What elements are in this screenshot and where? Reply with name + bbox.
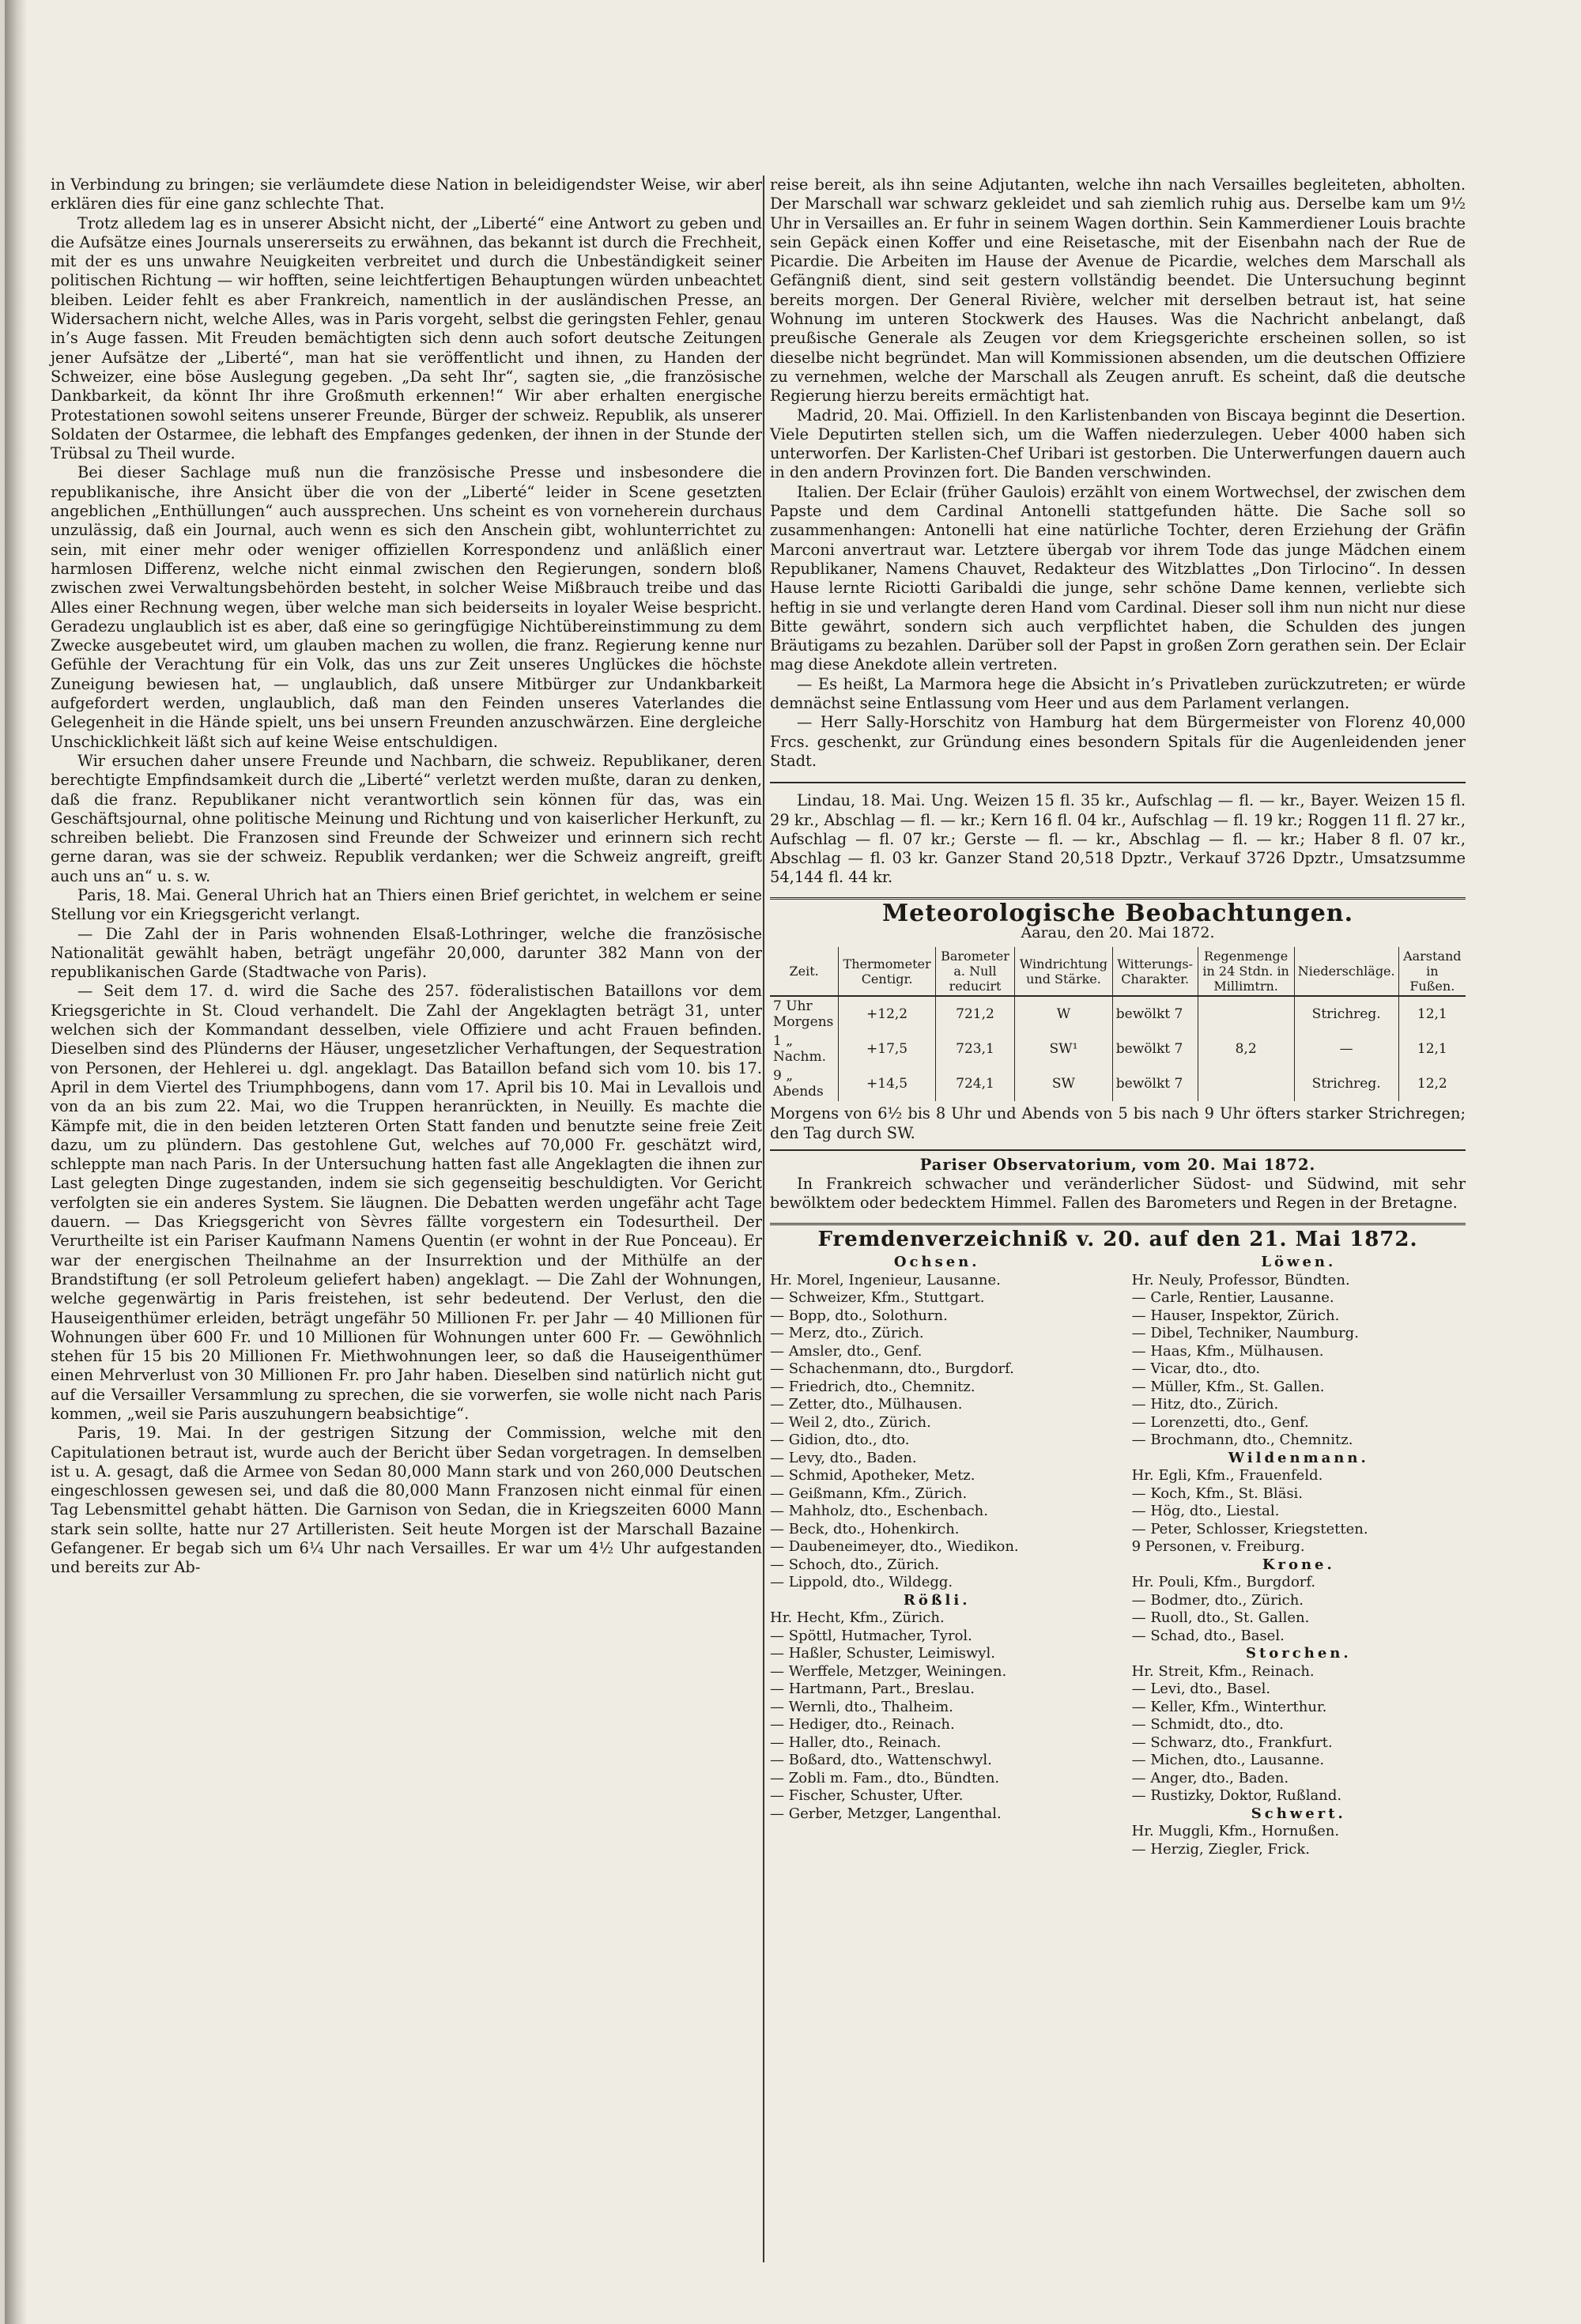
guest-entry: — Michen, dto., Lausanne. <box>1131 1752 1325 1769</box>
guest-entry: — Herzig, Ziegler, Frick. <box>1131 1840 1310 1858</box>
guest-entry: — Hartmann, Part., Breslau. <box>770 1681 975 1698</box>
market-report: Lindau, 18. Mai. Ung. Weizen 15 fl. 35 kr., Aufschlag — fl. — kr., Bayer. Weizen 15 fl. 29 kr., Abschlag — fl. — kr.; Kern 16 fl. 04 kr., Aufschlag — fl. 19 kr.; Roggen 11 fl. 27 kr., Aufschlag — fl. 07 kr.; Gerste — fl. — kr., Abschlag — fl. — kr.; Haber 8 fl. 07 kr., Abschlag — fl. 03 kr. Ganzer Stand 20,518 Dpztr., Verkauf 3726 Dpztr., Umsatzsumme 54,144 fl. 44 kr. <box>770 791 1466 887</box>
guest-entry: — Müller, Kfm., St. Gallen. <box>1131 1378 1325 1395</box>
guest-entry: Hr. Pouli, Kfm., Burgdorf. <box>1131 1574 1316 1591</box>
guest-entry: — Hediger, dto., Reinach. <box>770 1716 955 1734</box>
guest-entry: — Schweizer, Kfm., Stuttgart. <box>770 1289 985 1307</box>
meteo-header-cell: Barometer a. Null reducirt <box>935 947 1014 996</box>
guest-entry: — Schachenmann, dto., Burgdorf. <box>770 1360 1014 1378</box>
hotel-name: Ochsen. <box>893 1254 980 1271</box>
meteo-cell-river: 12,1 <box>1398 996 1466 1032</box>
meteo-cell-wind: SW <box>1015 1066 1113 1101</box>
section-rule <box>770 782 1466 783</box>
guest-entry: — Schmid, Apotheker, Metz. <box>770 1467 975 1485</box>
article-paragraph: in Verbindung zu bringen; sie verläumdete diese Nation in beleidigendster Weise, wir aber erklären dies für eine ganz schlechte That. <box>51 175 762 213</box>
meteo-cell-sky: bewölkt 7 <box>1112 1032 1198 1066</box>
hotel-name: Krone. <box>1262 1556 1335 1573</box>
guest-list-left <box>770 1254 1104 1858</box>
meteo-cell-river: 12,2 <box>1398 1066 1466 1101</box>
meteo-table-body <box>770 996 1466 1101</box>
guest-entry: — Levi, dto., Basel. <box>1131 1681 1271 1698</box>
meteo-row <box>770 996 1466 1032</box>
column-divider <box>763 175 764 2262</box>
guest-entry: Hr. Neuly, Professor, Bündten. <box>1131 1271 1350 1288</box>
guest-entry: — Bodmer, dto., Zürich. <box>1131 1591 1304 1609</box>
guest-entry: — Keller, Kfm., Winterthur. <box>1131 1698 1327 1715</box>
meteo-header-cell: Thermometer Centigr. <box>839 947 936 996</box>
meteo-table-header <box>770 947 1466 996</box>
guest-entry: — Schoch, dto., Zürich. <box>770 1556 939 1573</box>
page-binding-edge <box>5 0 27 2324</box>
article-paragraph: — Die Zahl der in Paris wohnenden Elsaß-Lothringer, welche die französische Nationalität gewählt haben, beträgt ungefähr 20,000, darunter 382 Mann von der republikanischen Garde (Stadtwache von Paris). <box>51 924 762 982</box>
section-rule-double <box>770 1223 1466 1225</box>
guest-entry: — Peter, Schlosser, Kriegstetten. <box>1131 1520 1368 1537</box>
hotel-name: Rößli. <box>903 1591 971 1609</box>
guest-entry: — Merz, dto., Zürich. <box>770 1325 924 1342</box>
meteo-cell-wind: W <box>1015 996 1113 1032</box>
article-paragraph: Wir ersuchen daher unsere Freunde und Nachbarn, die schweiz. Republikaner, deren berechtigte Empfindsamkeit durch die „Liberté“ verletzt werden mußte, daran zu denken, daß die franz. Republikaner nicht verantwortlich sein können für das, was ein Geschäftsjournal, ohne politische Meinung und Richtung und von kaiserlicher Herkunft, zu schreiben beliebt. Die Franzosen sind Freunde der Schweizer und erinnern sich recht gerne daran, was sie der schweiz. Republik verdanken; wer die Schweiz angreift, greift auch uns an“ u. s. w. <box>51 751 762 885</box>
article-paragraph: — Es heißt, La Marmora hege die Absicht in’s Privatleben zurückzutreten; er würde demnächst seine Entlassung vom Heer und aus dem Parlament verlangen. <box>770 674 1466 713</box>
guest-entry: — Dibel, Techniker, Naumburg. <box>1131 1325 1359 1342</box>
meteo-title: Meteorologische Beobachtungen. <box>881 899 1354 927</box>
meteo-cell-precip: — <box>1294 1032 1398 1066</box>
guest-entry: — Beck, dto., Hohenkirch. <box>770 1520 960 1537</box>
article-paragraph: Madrid, 20. Mai. Offiziell. In den Karlistenbanden von Biscaya beginnt die Desertion. Viele Deputirten stellen sich, um die Waffen niederzulegen. Ueber 4000 haben sich unterworfen. Der Karlisten-Chef Uribari ist gestorben. Die Unterwerfungen dauern auch in den andern Provinzen fort. Die Banden verschwinden. <box>770 406 1466 482</box>
meteo-cell-temp: +14,5 <box>839 1066 936 1101</box>
guest-entry: — Schad, dto., Basel. <box>1131 1627 1285 1644</box>
guest-entry: — Koch, Kfm., St. Bläsi. <box>1131 1485 1304 1502</box>
guest-entry: — Lorenzetti, dto., Genf. <box>1131 1413 1309 1431</box>
guest-entry: — Brochmann, dto., Chemnitz. <box>1131 1432 1353 1449</box>
hotel-name: Storchen. <box>1245 1645 1352 1662</box>
right-column <box>770 175 1466 1858</box>
guest-entry: — Weil 2, dto., Zürich. <box>770 1413 931 1431</box>
guest-entry: — Zetter, dto., Mülhausen. <box>770 1396 963 1413</box>
meteo-cell-temp: +12,2 <box>839 996 936 1032</box>
article-paragraph: Trotz alledem lag es in unserer Absicht nicht, der „Liberté“ eine Antwort zu geben und die Aufsätze eines Journals unsererseits zu erwähnen, das bekannt ist durch die Frechheit, mit der es uns unwahre Neuigkeiten verbreitet und durch die Unbeständigkeit seiner politischen Richtung — wir hofften, seine leichtfertigen Behauptungen würden unbeachtet bleiben. Leider fehlt es aber Frankreich, namentlich in der ausländischen Presse, an Widersachern nicht, welche Alles, was in Paris vorgeht, selbst die geringsten Fehler, genau in’s Auge fassen. Mit Freuden bemächtigten sich denn auch sofort deutsche Zeitungen jener Aufsätze der „Liberté“, man hat sie veröffentlicht und ihnen, zu Handen der Schweizer, eine böse Auslegung gegeben. „Da seht Ihr“, sagten sie, „die französische Dankbarkeit, da könnt Ihr ihre Großmuth erkennen!“ Wir aber erhalten energische Protestationen sowohl seitens unserer Freunde, Bürger der schweiz. Republik, als unserer Soldaten der Ostarmee, die lebhaft des Empfanges gedenken, der ihnen in der Stunde der Trübsal zu Theil wurde. <box>51 213 762 463</box>
guest-entry: Hr. Streit, Kfm., Reinach. <box>1131 1662 1315 1680</box>
observatory-text: In Frankreich schwacher und veränderlicher Südost- und Südwind, mit sehr bewölktem oder bedecktem Himmel. Fallen des Barometers und Regen in der Bretagne. <box>770 1175 1466 1213</box>
guest-entry: — Daubeneimeyer, dto., Wiedikon. <box>770 1538 1019 1556</box>
meteo-subtitle: Aarau, den 20. Mai 1872. <box>1021 923 1215 941</box>
guest-entry: — Anger, dto., Baden. <box>1131 1769 1289 1786</box>
observatory-title: Pariser Observatorium, vom 20. Mai 1872. <box>919 1155 1316 1174</box>
guest-entry: — Mahholz, dto., Eschenbach. <box>770 1503 988 1520</box>
meteo-table <box>770 947 1466 1101</box>
meteo-header-cell: Windrichtung und Stärke. <box>1015 947 1113 996</box>
meteo-cell-rain <box>1198 996 1294 1032</box>
guest-entry: — Gidion, dto., dto. <box>770 1432 910 1449</box>
article-paragraph: Italien. Der Eclair (früher Gaulois) erzählt von einem Wortwechsel, der zwischen dem Papste und dem Cardinal Antonelli stattgefunden hätte. Die Sache soll so zusammenhangen: Antonelli hat eine natürliche Tochter, deren Erziehung der Gräfin Marconi anvertraut war. Letztere übergab vor ihrem Tode das junge Mädchen einem Republikaner, Namens Chauvet, Redakteur des Witzblattes „Don Tirlocino“. In dessen Hause lernte Riciotti Garibaldi die junge, sehr schöne Dame kennen, verliebte sich heftig in sie und verlangte deren Hand vom Cardinal. Dieser soll ihm nun nicht nur diese Bitte gewährt, sondern sich auch verpflichtet haben, die Schulden des jungen Bräutigams zu bezahlen. Darüber soll der Papst in großen Zorn gerathen sein. Der Eclair mag diese Anekdote allein vertreten. <box>770 482 1466 674</box>
meteo-cell-baro: 721,2 <box>935 996 1014 1032</box>
meteo-cell-rain: 8,2 <box>1198 1032 1294 1066</box>
guest-entry: — Friedrich, dto., Chemnitz. <box>770 1378 975 1395</box>
guest-entry: — Rustizky, Doktor, Rußland. <box>1131 1787 1342 1805</box>
meteo-cell-baro: 724,1 <box>935 1066 1014 1101</box>
article-paragraph: Bei dieser Sachlage muß nun die französische Presse und insbesondere die republikanische, ihre Ansicht über die von der „Liberté“ leider in Scene gesetzten angeblichen „Enthüllungen“ auch aussprechen. Uns scheint es von vorneherein durchaus unzulässig, daß ein Journal, auch wenn es sich den Anschein gibt, wohlunterrichtet zu sein, mit einer mehr oder weniger offiziellen Korrespondenz und anläßlich einer harmlosen Differenz, welche nicht einmal zwischen den Regierungen, sondern bloß zwischen zwei Verwaltungsbehörden besteht, in solcher Weise Mißbrauch treibe und das Alles einer Rechnung wegen, über welche man sich beiderseits in loyaler Weise bespricht. Geradezu unglaublich ist es aber, daß eine so geringfügige Nichtübereinstimmung zu dem Zwecke ausgebeutet wird, um glauben machen zu wollen, die franz. Regierung kenne nur Gefühle der Verachtung für ein Volk, das uns zur Zeit unseres Unglückes die höchste Zuneigung bewiesen hat, — unglaublich, daß unsere Mitbürger zur Undankbarkeit aufgefordert werden, unglaublich, daß man den Feinden unseres Vaterlandes die Gelegenheit in die Hände spielt, uns bei unsern Freunden anzuschwärzen. Eine dergleiche Unschicklichkeit läßt sich auf keine Weise entschuldigen. <box>51 463 762 751</box>
guest-entry: — Haas, Kfm., Mülhausen. <box>1131 1342 1324 1360</box>
guest-entry: — Fischer, Schuster, Ufter. <box>770 1787 964 1805</box>
hotel-name: Schwert. <box>1251 1805 1346 1822</box>
guest-entry: — Spöttl, Hutmacher, Tyrol. <box>770 1627 972 1644</box>
article-paragraph: reise bereit, als ihn seine Adjutanten, welche ihn nach Versailles begleiteten, abholten. Der Marschall war schwarz gekleidet und sah ziemlich ruhig aus. Derselbe kam um 9½ Uhr in Versailles an. Er fuhr in seinem Wagen dorthin. Sein Kammerdiener Louis brachte sein Gepäck einen Koffer und eine Reisetasche, mit der Eisenbahn nach der Rue de Picardie. Die Arbeiten im Hause der Avenue de Picardie, welches dem Marschall als Gefängniß dient, sind seit gestern vollständig beendet. Die Untersuchung beginnt bereits morgen. Der General Rivière, welcher mit derselben betraut ist, hat seine Wohnung im unteren Stockwerk des Hauses. Was die Nachricht anbelangt, daß preußische Generale als Zeugen vor dem Kriegsgerichte erscheinen sollen, so ist dieselbe nicht begründet. Man will Kommissionen absenden, um die deutschen Offiziere zu vernehmen, welche der Marschall als Zeugen anruft. Es scheint, daß die deutsche Regierung hierzu bereits ermächtigt hat. <box>770 175 1466 406</box>
guest-entry: — Hög, dto., Liestal. <box>1131 1503 1280 1520</box>
meteo-cell-wind: SW¹ <box>1015 1032 1113 1066</box>
guest-entry: — Gerber, Metzger, Langenthal. <box>770 1805 1002 1822</box>
guest-entry: 9 Personen, v. Freiburg. <box>1131 1538 1305 1556</box>
newspaper-page <box>5 0 1581 2324</box>
meteo-header-cell: Aarstand in Fußen. <box>1398 947 1466 996</box>
meteo-cell-time: 9 „ Abends <box>773 1068 824 1100</box>
guest-entry: — Levy, dto., Baden. <box>770 1449 917 1466</box>
article-paragraph: Paris, 18. Mai. General Uhrich hat an Thiers einen Brief gerichtet, in welchem er seine Stellung vor ein Kriegsgericht verlangt. <box>51 885 762 924</box>
hotel-name: Wildenmann. <box>1228 1449 1369 1466</box>
meteo-header-cell: Niederschläge. <box>1294 947 1398 996</box>
meteo-cell-baro: 723,1 <box>935 1032 1014 1066</box>
meteo-note: Morgens von 6½ bis 8 Uhr und Abends von 5 bis nach 9 Uhr öfters starker Strichregen; den Tag durch SW. <box>770 1104 1466 1142</box>
section-rule <box>770 1149 1466 1151</box>
article-paragraph: — Seit dem 17. d. wird die Sache des 257. föderalistischen Bataillons vor dem Kriegsgerichte in St. Cloud verhandelt. Die Zahl der Angeklagten beträgt 31, unter welchen sich der Kommandant desselben, viele Offiziere und acht Frauen befinden. Dieselben sind des Plünderns der Häuser, ungesetzlicher Verhaftungen, der Sequestration von Personen, der Hehlerei u. dgl. angeklagt. Das Bataillon befand sich vom 10. bis 17. April in dem Viertel des Triumphbogens, dann vom 17. April bis 10. Mai in Levallois und von da an bis zum 22. Mai, wo die Truppen heranrückten, in Neuilly. Es machte die Kämpfe mit, die in den beiden letzteren Orten Statt fanden und benutzte seine freie Zeit dazu, um zu plündern. Das gestohlene Gut, welches auf 70,000 Fr. geschätzt wird, schleppte man nach Paris. In der Untersuchung hatten fast alle Angeklagten die ihnen zur Last gelegten Dinge zugestanden, indem sie sich gegenseitig beschuldigten. Vor Gericht verfolgten sie ein anderes System. Sie läugnen. Die Debatten werden ungefähr acht Tage dauern. — Das Kriegsgericht von Sèvres fällte vorgestern ein Todesurtheil. Der Verurtheilte ist ein Pariser Kaufmann Namens Quentin (er wohnt in der Rue Ponceau). Er war der energischen Theilnahme an der Insurrektion und der Mithülfe an der Brandstiftung (er soll Petroleum geliefert haben) angeklagt. — Die Zahl der Wohnungen, welche gegenwärtig in Paris freistehen, ist sehr bedeutend. Der Verlust, den die Hauseigenthümer erleiden, beträgt ungefähr 50 Millionen Fr. per Jahr — 40 Millionen für Wohnungen über 600 Fr. und 10 Millionen für Wohnungen unter 600 Fr. — Gewöhnlich stehen für 15 bis 20 Millionen Fr. Miethwohnungen leer, so daß die Hauseigenthümer einen Mehrverlust von 30 Millionen Fr. pro Jahr haben. Dieselben sind natürlich nicht gut auf die Versailler Versammlung zu sprechen, die sie vorwerfen, sie wolle nicht nach Paris kommen, „weil sie Paris auszuhungern beabsichtige“. <box>51 982 762 1423</box>
meteo-cell-time: 1 „ Nachm. <box>773 1033 827 1066</box>
guest-entry: — Haßler, Schuster, Leimiswyl. <box>770 1645 995 1662</box>
meteo-cell-temp: +17,5 <box>839 1032 936 1066</box>
article-paragraph: — Herr Sally-Horschitz von Hamburg hat dem Bürgermeister von Florenz 40,000 Frcs. geschenkt, zur Gründung eines besondern Spitals für die Augenleidenden jener Stadt. <box>770 713 1466 770</box>
guest-entry: — Werffele, Metzger, Weiningen. <box>770 1662 1007 1680</box>
meteo-row <box>770 1066 1466 1101</box>
guest-entry: Hr. Hecht, Kfm., Zürich. <box>770 1609 945 1627</box>
meteo-cell-sky: bewölkt 7 <box>1112 1066 1198 1101</box>
guest-entry: — Hauser, Inspektor, Zürich. <box>1131 1307 1340 1324</box>
guest-entry: — Hitz, dto., Zürich. <box>1131 1396 1279 1413</box>
guest-entry: Hr. Morel, Ingenieur, Lausanne. <box>770 1271 1001 1288</box>
guest-entry: — Haller, dto., Reinach. <box>770 1734 941 1751</box>
left-column <box>51 175 762 1578</box>
meteo-cell-sky: bewölkt 7 <box>1112 996 1198 1032</box>
guest-entry: — Vicar, dto., dto. <box>1131 1360 1261 1378</box>
guest-entry: — Bopp, dto., Solothurn. <box>770 1307 948 1324</box>
meteo-header-cell: Witterungs-Charakter. <box>1112 947 1198 996</box>
guest-entry: — Schwarz, dto., Frankfurt. <box>1131 1734 1333 1751</box>
guest-list-right <box>1132 1254 1466 1858</box>
guest-entry: Hr. Egli, Kfm., Frauenfeld. <box>1131 1467 1323 1485</box>
guest-list <box>770 1254 1466 1858</box>
meteo-header-cell: Zeit. <box>770 947 839 996</box>
hotel-name: Löwen. <box>1261 1254 1337 1271</box>
meteo-cell-river: 12,1 <box>1398 1032 1466 1066</box>
guest-entry: — Amsler, dto., Genf. <box>770 1342 923 1360</box>
guest-list-title: Fremdenverzeichniß v. 20. auf den 21. Mai 1872. <box>817 1227 1418 1251</box>
guest-entry: — Wernli, dto., Thalheim. <box>770 1698 953 1715</box>
guest-entry: — Carle, Rentier, Lausanne. <box>1131 1289 1334 1307</box>
meteo-cell-rain <box>1198 1066 1294 1101</box>
guest-entry: — Lippold, dto., Wildegg. <box>770 1574 953 1591</box>
article-paragraph: Paris, 19. Mai. In der gestrigen Sitzung der Commission, welche mit den Capitulationen betraut ist, wurde auch der Bericht über Sedan vorgetragen. In demselben ist u. A. gesagt, daß die Armee von Sedan 80,000 Mann stark und von 260,000 Deutschen eingeschlossen gewesen sei, und daß die 80,000 Mann Franzosen nicht einmal für einen Tag Lebensmittel gehabt hätten. Die Garnison von Sedan, die in Kriegszeiten 6000 Mann stark sein sollte, hatte nur 27 Artilleristen. Seit heute Morgen ist der Marschall Bazaine Gefangener. Er begab sich um 6¼ Uhr nach Versailles. Er war um 4½ Uhr aufgestanden und bereits zur Ab- <box>51 1424 762 1577</box>
right-articles <box>770 175 1466 771</box>
guest-entry: — Geißmann, Kfm., Zürich. <box>770 1485 968 1502</box>
meteo-cell-precip: Strichreg. <box>1294 1066 1398 1101</box>
guest-entry: — Boßard, dto., Wattenschwyl. <box>770 1752 992 1769</box>
guest-entry: Hr. Muggli, Kfm., Hornußen. <box>1131 1823 1340 1840</box>
guest-entry: — Zobli m. Fam., dto., Bündten. <box>770 1769 1000 1786</box>
meteo-cell-precip: Strichreg. <box>1294 996 1398 1032</box>
guest-entry: — Ruoll, dto., St. Gallen. <box>1131 1609 1310 1627</box>
meteo-row <box>770 1032 1466 1066</box>
meteo-header-cell: Regenmenge in 24 Stdn. in Millimtrn. <box>1198 947 1294 996</box>
guest-entry: — Schmidt, dto., dto. <box>1131 1716 1284 1734</box>
meteo-cell-time: 7 Uhr Morgens <box>773 998 834 1031</box>
